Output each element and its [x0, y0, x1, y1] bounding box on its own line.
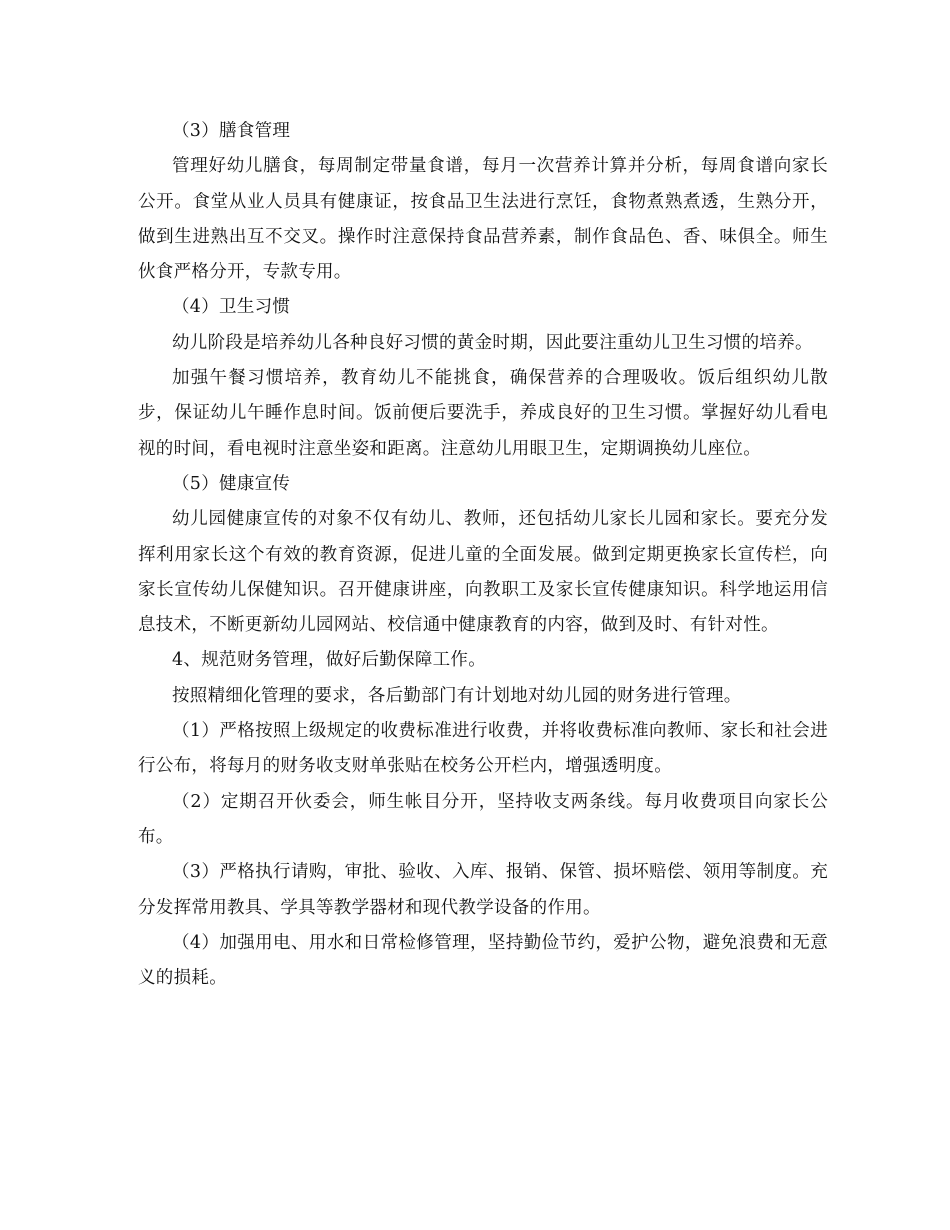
- heading-finance-management: 4、规范财务管理，做好后勤保障工作。: [172, 650, 487, 671]
- heading-hygiene-habits: （4）卫生习惯: [172, 297, 291, 318]
- paragraph-finance-item-3: （3）严格执行请购，审批、验收、入库、报销、保管、损坏赔偿、领用等制度。充分发挥常用教具、学具等教学器材和现代教学设备的作用。: [138, 862, 828, 918]
- heading-diet-management: （3）膳食管理: [172, 121, 291, 141]
- paragraph-diet-management: 管理好幼儿膳食，每周制定带量食谱，每月一次营养计算并分析，每周食谱向家长公开。食堂从业人员具有健康证，按食品卫生法进行烹饪，食物煮熟煮透，生熟分开，做到生进熟出互不交叉。操作时注意保持食品营养素，制作食品色、香、味俱全。师生伙食严格分开，专款专用。: [138, 156, 828, 283]
- paragraph-finance-item-1: （1）严格按照上级规定的收费标准进行收费，并将收费标准向教师、家长和社会进行公布，将每月的财务收支财单张贴在校务公开栏内，增强透明度。: [138, 721, 828, 777]
- paragraph-finance-item-4: （4）加强用电、用水和日常检修管理，坚持勤俭节约，爱护公物，避免浪费和无意义的损耗。: [138, 932, 828, 989]
- document-body: [138, 114, 828, 996]
- paragraph-finance-intro: 按照精细化管理的要求，各后勤部门有计划地对幼儿园的财务进行管理。: [172, 685, 742, 706]
- paragraph-health-promotion: 幼儿园健康宣传的对象不仅有幼儿、教师，还包括幼儿家长儿园和家长。要充分发挥利用家长这个有效的教育资源，促进儿童的全面发展。做到定期更换家长宣传栏，向家长宣传幼儿保健知识。召开健康讲座，向教职工及家长宣传健康知识。科学地运用信息技术，不断更新幼儿园网站、校信通中健康教育的内容，做到及时、有针对性。: [138, 509, 828, 636]
- heading-health-promotion: （5）健康宣传: [172, 473, 291, 494]
- paragraph-finance-item-2: （2）定期召开伙委会，师生帐目分开，坚持收支两条线。每月收费项目向家长公布。: [138, 791, 828, 847]
- paragraph-hygiene-intro: 幼儿阶段是培养幼儿各种良好习惯的黄金时期，因此要注重幼儿卫生习惯的培养。: [172, 332, 813, 353]
- paragraph-hygiene-details: 加强午餐习惯培养，教育幼儿不能挑食，确保营养的合理吸收。饭后组织幼儿散步，保证幼儿午睡作息时间。饭前便后要洗手，养成良好的卫生习惯。掌握好幼儿看电视的时间，看电视时注意坐姿和距离。注意幼儿用眼卫生，定期调换幼儿座位。: [138, 368, 828, 459]
